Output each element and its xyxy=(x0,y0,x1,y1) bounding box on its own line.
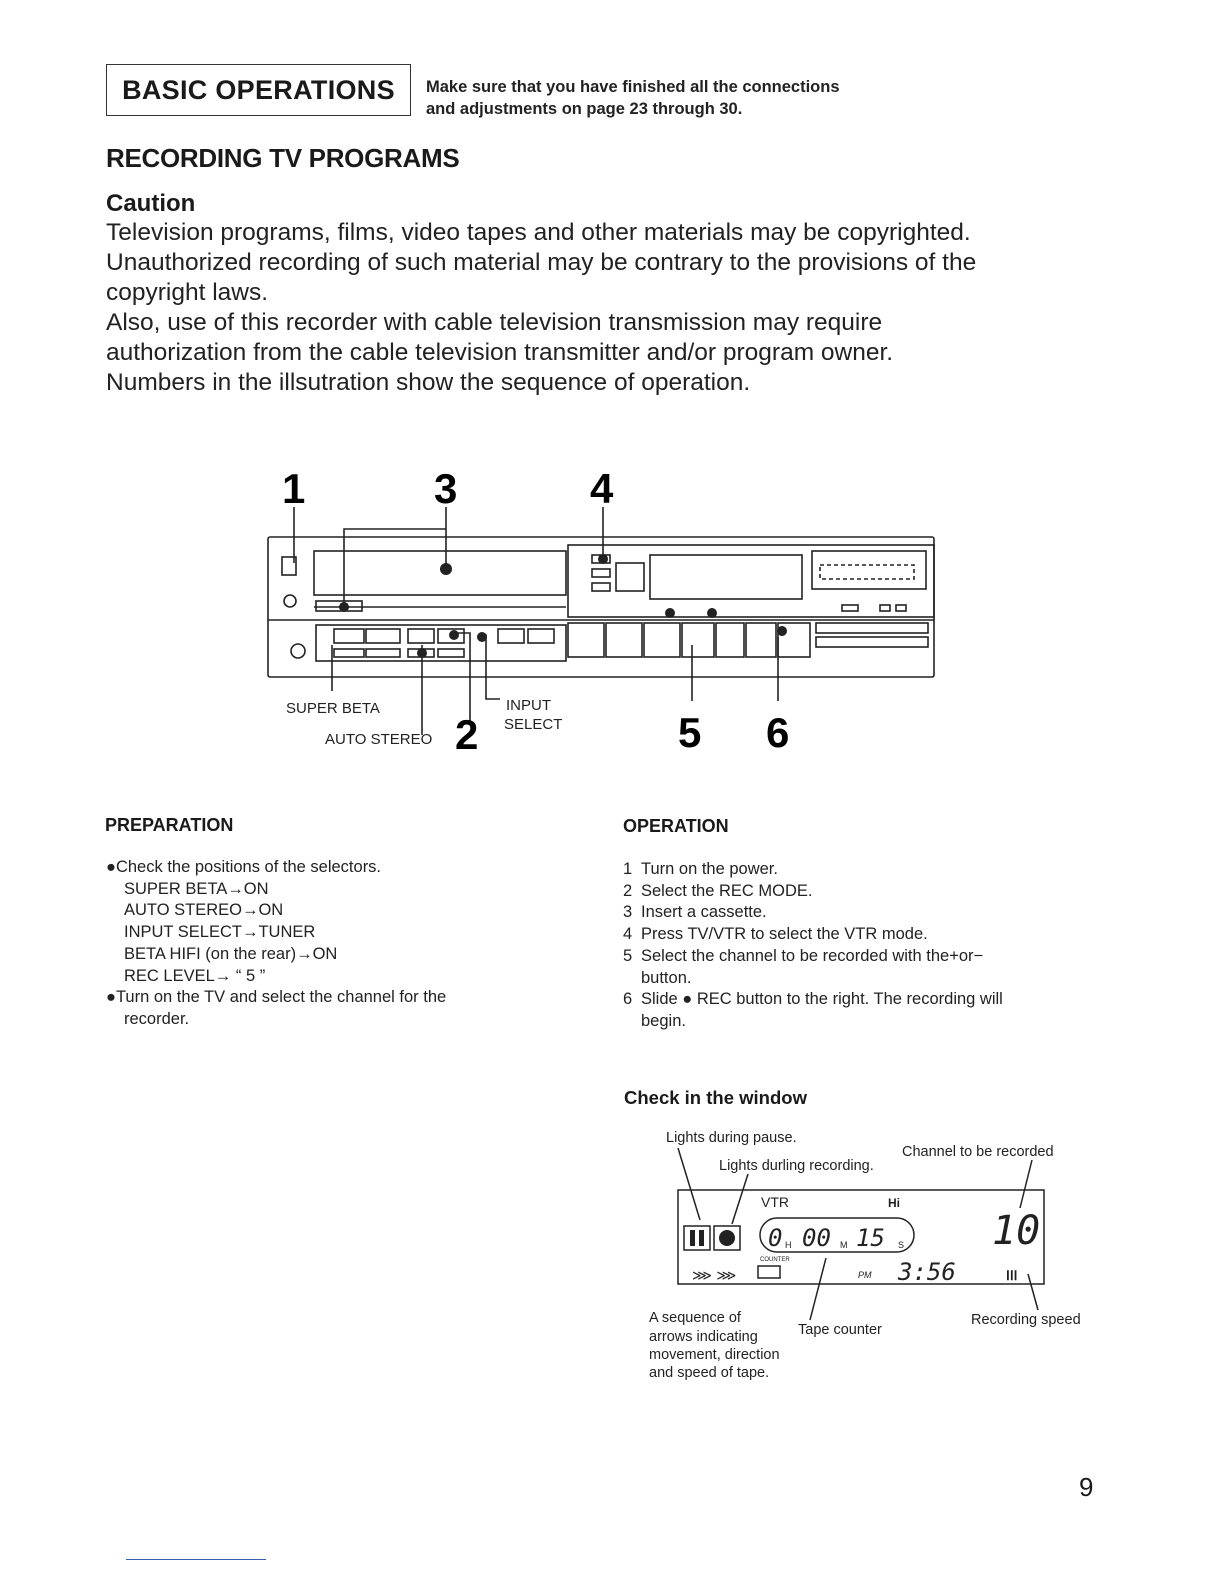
label-select: SELECT xyxy=(504,716,563,733)
counter-unit-s: S xyxy=(898,1240,905,1250)
operation-step: 4 Press TV/VTR to select the VTR mode. xyxy=(623,925,928,944)
label-arrows: arrows indicating xyxy=(649,1329,758,1345)
label-input: INPUT xyxy=(506,697,551,714)
counter-seconds: 15 xyxy=(856,1224,885,1252)
page-title: RECORDING TV PROGRAMS xyxy=(106,143,460,173)
label-recording: Lights durling recording. xyxy=(719,1158,874,1174)
callout-1: 1 xyxy=(282,465,306,512)
preparation-list xyxy=(106,857,446,1031)
operation-step: 3 Insert a cassette. xyxy=(623,903,767,922)
clock-pm: PM xyxy=(858,1270,872,1280)
preparation-item: ●Check the positions of the selectors. xyxy=(106,858,382,876)
caution-line: Television programs, films, video tapes and other materials may be copyrighted. xyxy=(106,219,971,246)
speed-indicator: ⅠⅠⅠ xyxy=(1006,1268,1018,1283)
callout-dots xyxy=(339,554,787,658)
caution-text xyxy=(106,218,1106,398)
page-number: 9 xyxy=(1079,1472,1094,1502)
tape-counter-oval xyxy=(760,1218,914,1252)
counter-unit-h: H xyxy=(785,1240,792,1250)
display-vtr: VTR xyxy=(761,1194,789,1210)
center-window xyxy=(650,555,802,599)
label-recording-speed: Recording speed xyxy=(971,1312,1081,1328)
label-super-beta: SUPER BETA xyxy=(286,700,380,717)
counter-hours: 0 xyxy=(768,1224,783,1252)
label-arrows: and speed of tape. xyxy=(649,1365,770,1381)
operation-step: 1 Turn on the power. xyxy=(623,860,778,878)
lower-buttons xyxy=(334,629,554,657)
preparation-item: recorder. xyxy=(124,1009,190,1028)
label-tape-counter: Tape counter xyxy=(798,1322,882,1338)
section-note-line: and adjustments on page 23 through 30. xyxy=(426,100,743,118)
section-note xyxy=(426,76,840,120)
section-title-box xyxy=(106,64,411,116)
eject-knob xyxy=(291,644,305,658)
operation-step: begin. xyxy=(641,1011,686,1030)
preparation-heading: PREPARATION xyxy=(105,815,234,835)
caution-line: copyright laws. xyxy=(106,279,269,306)
callout-4: 4 xyxy=(590,465,614,512)
preparation-item: INPUT SELECT→TUNER xyxy=(124,923,316,942)
label-arrows: A sequence of xyxy=(649,1310,741,1326)
hifi-icon: Hi xyxy=(888,1196,900,1210)
label-pause: Lights during pause. xyxy=(666,1130,797,1146)
fl-display-window xyxy=(812,551,926,589)
caution-line: Unauthorized recording of such material may be contrary to the provisions of the xyxy=(106,249,977,276)
section-note-line: Make sure that you have finished all the connections xyxy=(426,78,840,96)
cassette-icon xyxy=(758,1266,780,1278)
check-window-heading: Check in the window xyxy=(624,1087,807,1108)
operation-step: button. xyxy=(641,968,692,987)
preparation-item: ●Turn on the TV and select the channel for the xyxy=(106,988,447,1007)
tape-arrows-icon: ⋙ ⋙ xyxy=(692,1268,737,1284)
pause-indicator xyxy=(684,1226,710,1250)
preparation-item: BETA HIFI (on the rear)→ON xyxy=(124,944,338,963)
label-arrows: movement, direction xyxy=(649,1347,780,1363)
operation-step: 6 Slide ● REC button to the right. The recording will xyxy=(623,990,1003,1009)
label-auto-stereo: AUTO STEREO xyxy=(325,731,433,748)
transport-keys xyxy=(568,623,810,657)
vcr-front-panel-diagram xyxy=(250,455,970,765)
counter-unit-m: M xyxy=(840,1240,848,1250)
label-channel: Channel to be recorded xyxy=(902,1144,1054,1160)
preparation-item: REC LEVEL→ “ 5 ” xyxy=(124,966,266,985)
callout-5: 5 xyxy=(678,709,702,756)
timer-knob xyxy=(284,595,296,607)
clock-time: 3:56 xyxy=(898,1258,956,1286)
channel-display: 10 xyxy=(992,1208,1041,1254)
preparation-item: SUPER BETA→ON xyxy=(124,879,269,898)
footer-rule xyxy=(126,1559,266,1560)
caution-line: Numbers in the illsutration show the sequence of operation. xyxy=(106,369,751,396)
section-title: BASIC OPERATIONS xyxy=(122,74,395,105)
caution-line: authorization from the cable television transmitter and/or program owner. xyxy=(106,339,894,366)
callout-6: 6 xyxy=(766,709,790,756)
counter-minutes: 00 xyxy=(802,1224,831,1252)
callout-2: 2 xyxy=(455,711,479,758)
caution-line: Also, use of this recorder with cable television transmission may require xyxy=(106,309,883,336)
preparation-item: AUTO STEREO→ON xyxy=(124,901,284,920)
operation-list xyxy=(623,859,1003,1033)
caution-heading: Caution xyxy=(106,190,196,217)
operation-step: 2 Select the REC MODE. xyxy=(623,881,813,900)
callout-3: 3 xyxy=(434,465,458,512)
operation-heading: OPERATION xyxy=(623,816,729,836)
record-dot-icon xyxy=(719,1230,735,1246)
counter-label: COUNTER xyxy=(760,1257,790,1263)
cassette-door xyxy=(314,551,566,595)
operation-step: 5 Select the channel to be recorded with the+or− xyxy=(623,946,984,965)
display-window-diagram xyxy=(640,1120,1110,1395)
